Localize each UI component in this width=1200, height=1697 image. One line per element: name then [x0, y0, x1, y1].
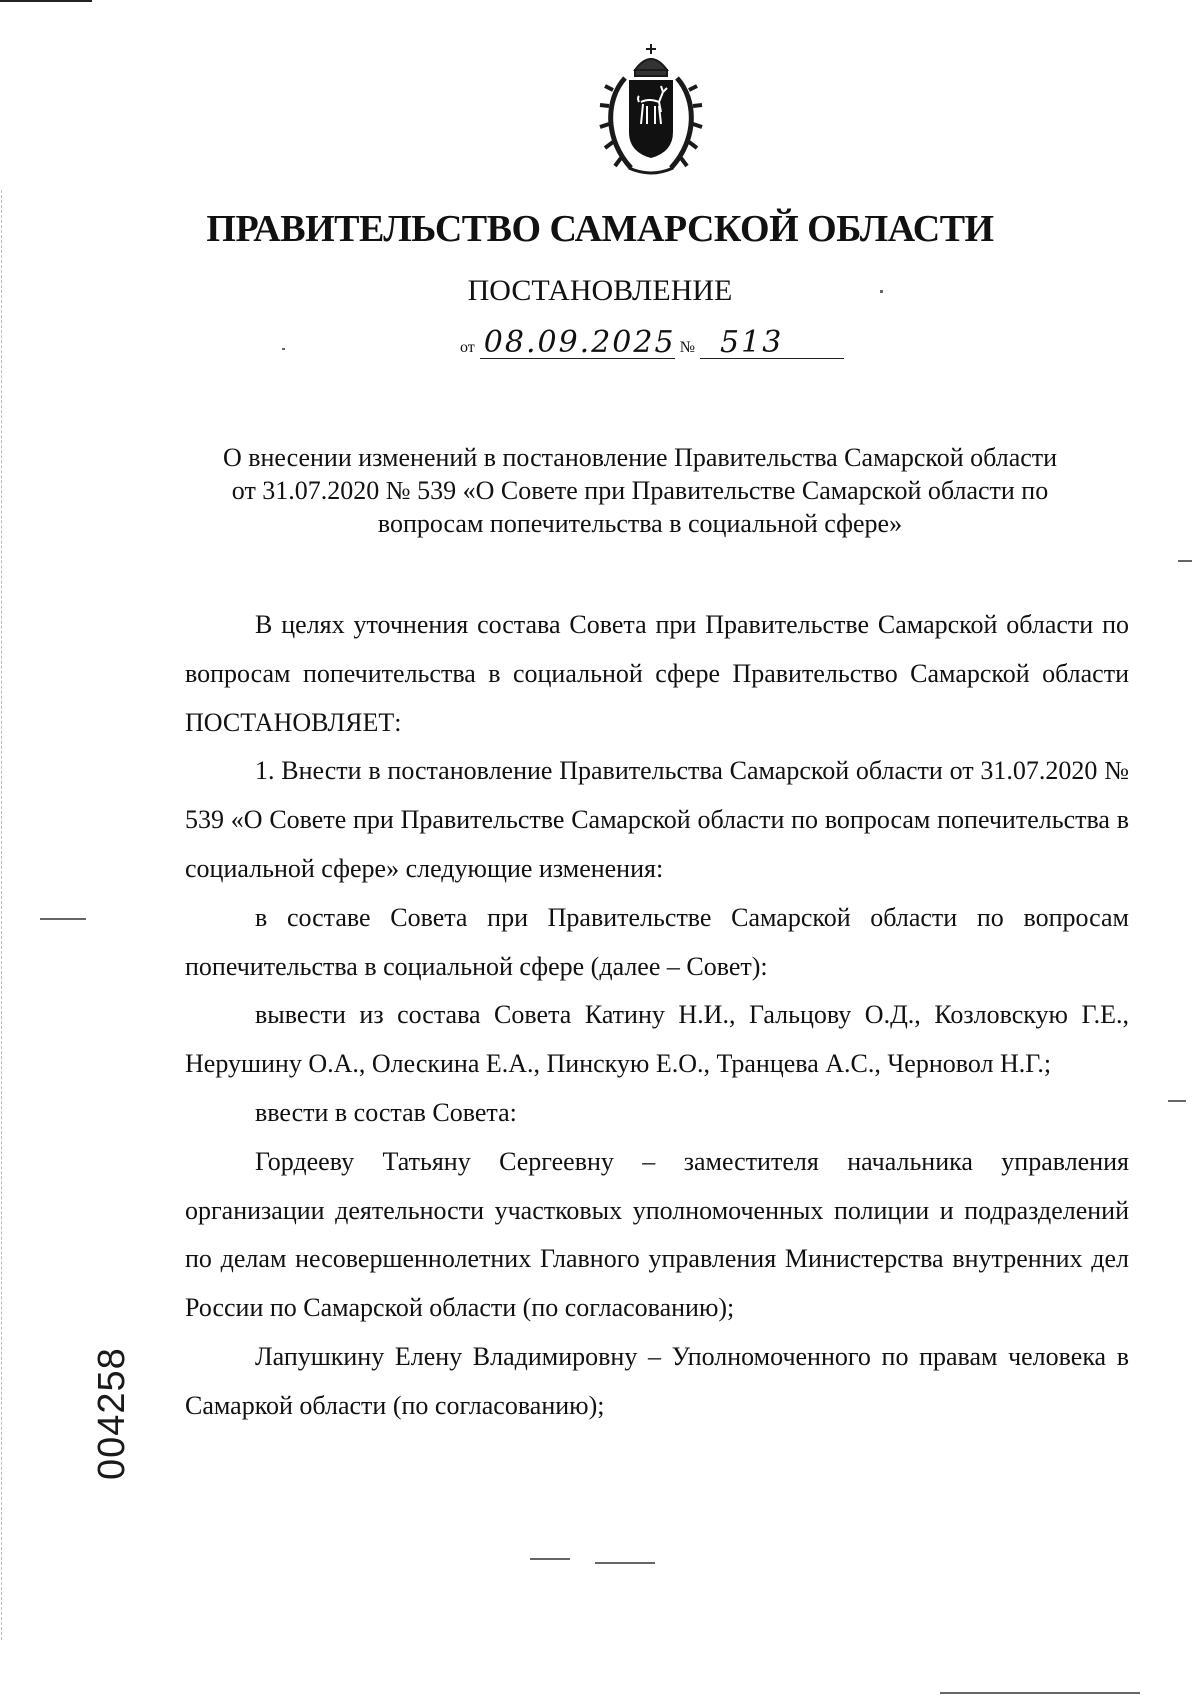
- body-paragraph-preamble: В целях уточнения состава Совета при Правительстве Самарской области по вопросам попечительства в социальной сфере Правительство Самарской области ПОСТАНОВЛЯЕТ:: [185, 610, 1129, 737]
- scan-speck: [530, 1558, 570, 1560]
- subject-line: вопросам попечительства в социальной сфере»: [377, 509, 903, 538]
- number-prefix: №: [679, 339, 696, 356]
- subject-line: от 31.07.2020 № 539 «О Совете при Правительстве Самарской области по: [231, 476, 1049, 505]
- date-number-line: [460, 325, 844, 360]
- scan-speck: [595, 1562, 655, 1564]
- government-title: ПРАВИТЕЛЬСТВО САМАРСКОЙ ОБЛАСТИ: [206, 208, 994, 250]
- body-paragraph-council-composition: в составе Совета при Правительстве Самарской области по вопросам попечительства в социальной сфере (далее – Совет):: [185, 902, 1129, 981]
- top-edge-rule: [0, 0, 92, 2]
- body-paragraph-add-members: ввести в состав Совета:: [255, 1097, 517, 1127]
- samara-region-coat-of-arms-icon: [591, 40, 711, 180]
- scan-left-edge: [1, 190, 3, 1640]
- subject-line: О внесении изменений в постановление Правительства Самарской области: [222, 443, 1058, 472]
- document-body: [185, 601, 1129, 1431]
- body-paragraph-member-lapushkina: Лапушкину Елену Владимировну – Уполномоченного по правам человека в Самаркой области (по согласованию);: [185, 1341, 1129, 1420]
- handwritten-date: 08.09.2025: [480, 328, 675, 359]
- body-paragraph-item-1: 1. Внести в постановление Правительства Самарской области от 31.07.2020 № 539 «О Совете при Правительстве Самарской области по вопросам попечительства в социальной сфере» следующие изменения:: [185, 756, 1129, 883]
- document-subject: [160, 441, 1120, 540]
- scan-speck: [282, 348, 285, 350]
- scan-speck: [1168, 1100, 1186, 1102]
- scan-speck: [1178, 560, 1192, 562]
- date-prefix: от: [460, 339, 475, 356]
- scan-speck: [940, 1692, 1140, 1694]
- body-paragraph-member-gordeeva: Гордееву Татьяну Сергеевну – заместителя начальника управления организации деятельности участковых уполномоченных полиции и подразделений по делам несовершеннолетних Главного управления Министерства внутренних дел России по Самарской области (по согласованию);: [185, 1146, 1129, 1323]
- scan-speck: [40, 918, 86, 920]
- scan-speck: [880, 290, 883, 293]
- side-serial-number: 004258: [91, 1347, 133, 1480]
- document-type: ПОСТАНОВЛЕНИЕ: [467, 274, 733, 307]
- handwritten-number: 513: [700, 328, 844, 359]
- body-paragraph-remove-members: вывести из состава Совета Катину Н.И., Гальцову О.Д., Козловскую Г.Е., Нерушину О.А., Олескина Е.А., Пинскую Е.О., Транцева А.С., Черновол Н.Г.;: [185, 1000, 1129, 1079]
